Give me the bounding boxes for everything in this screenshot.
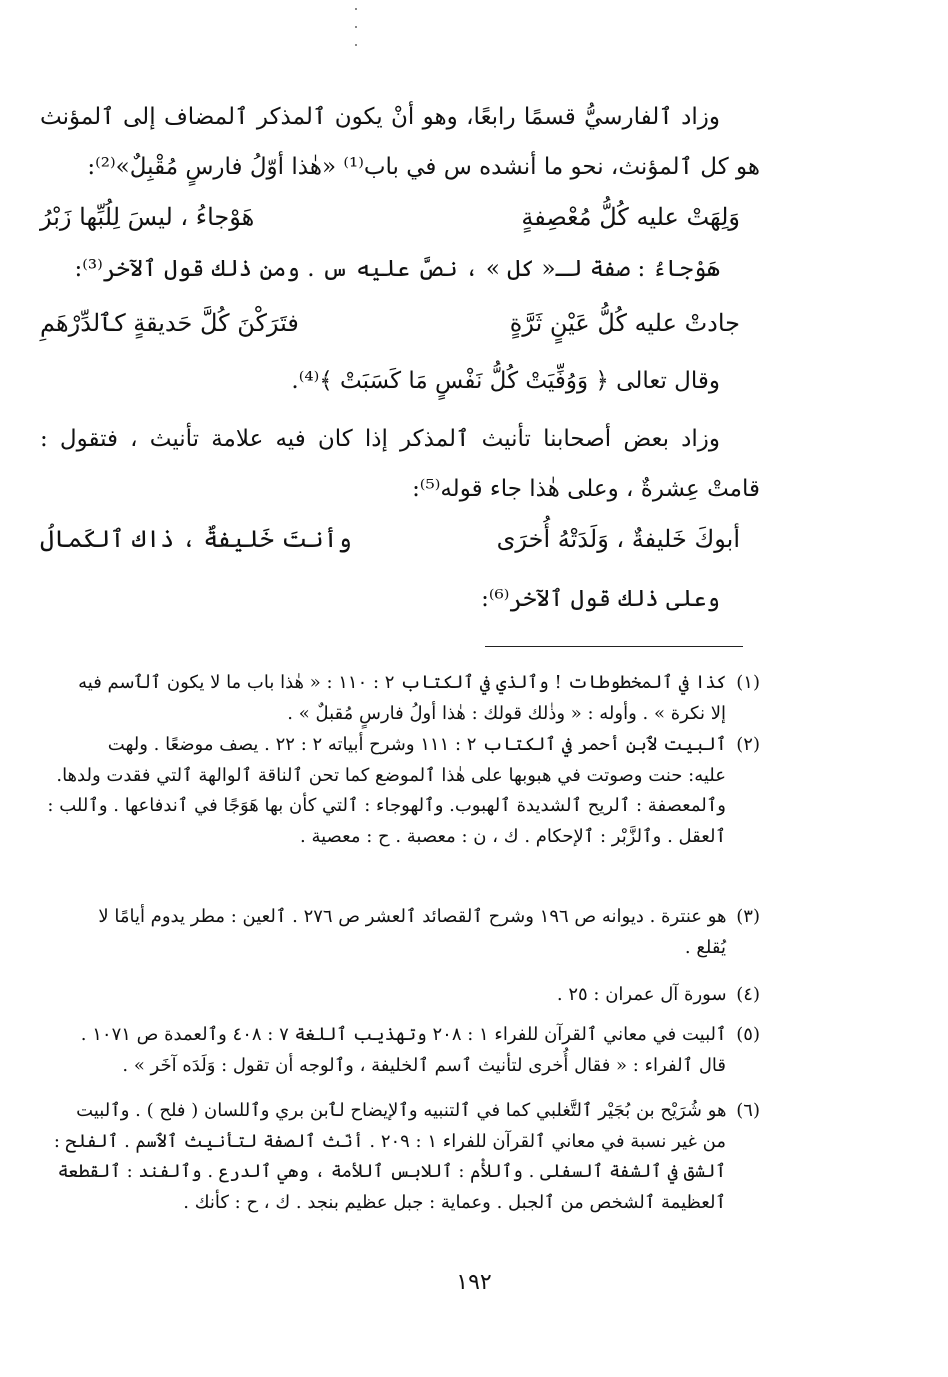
- footnote-line: ٱلشق في ٱلشفة ٱلسفلى . وٱللأْم : ٱللابس ٱللأمة ، وهي ٱلدرع . وٱلفند : ٱلقطعة: [57, 1161, 726, 1182]
- verse-3-hemistich-1: أبوكَ خَليفةٌ ، وَلَدَتْهُ أُخرَى: [496, 525, 740, 553]
- verse-1-hemistich-1: وَلِهَتْ عليه كُلُّ مُعْصِفةٍ: [521, 203, 740, 231]
- footnote-line: ٱلبيت في معاني ٱلقرآن للفراء ١ : ٢٠٨ وتهذيب ٱللغة ٧ : ٤٠٨ وٱلعمدة ص ١٠٧١ .: [80, 1024, 727, 1045]
- footnote-line: يُقلع .: [684, 936, 726, 958]
- footnote-number: (٥): [736, 1024, 760, 1045]
- footnote-2: [40, 730, 760, 852]
- footnote-line: قال ٱلفراء : « فقال أُخرى لتأنيث ٱسم ٱلخليفة ، وٱلوجه أن تقول : وَلَدَه آخَر » .: [122, 1054, 726, 1076]
- paragraph-4: وزاد بعض أصحابنا تأنيث ٱلمذكر إذا كان فيه علامة تأنيث ، فتقول : قامتْ عِشرةٌ ، وعلى هٰذا جاء قوله⁽⁵⁾:: [40, 426, 760, 502]
- paragraph-2: هَوْجاءُ : صفة لـ« كل » ، نصَّ عليه س . ومن ذٰلك قول ٱلآخر⁽³⁾:: [74, 256, 720, 282]
- paragraph-3: وقال تعالى ﴿ وَوُفِّيَتْ كُلُّ نَفْسٍ مَا كَسَبَتْ ﴾⁽⁴⁾.: [291, 368, 720, 394]
- footnote-4: [40, 980, 760, 1011]
- footnote-line: هو شُرَيْح بن بُجَيْر ٱلتَّغلبي كما في ٱلتنبيه وٱلإيضاح لٱبن بري وٱللسان ( فلح ) . وٱلبيت: [76, 1100, 727, 1121]
- paragraph-1: وزاد ٱلفارسيُّ قسمًا رابعًا، وهو أنْ يكون ٱلمذكر ٱلمضاف إلى ٱلمؤنث هو كل ٱلمؤنث، نحو ما أنشده س في باب⁽¹⁾ «هٰذا أوّلُ فارسٍ مُقْبِلٌ»⁽²⁾:: [40, 104, 760, 180]
- footnote-number: (٢): [736, 734, 760, 755]
- footnote-line: إلا نكرة » . وأوله : « وذٰلك قولك : هٰذا أولُ فارسٍ مُقبلٌ » .: [287, 702, 726, 724]
- footnote-line: من غير نسبة في معاني ٱلقرآن للفراء ١ : ٢٠٩ . أنّث ٱلصفة لتأنيث ٱلٱسم . ٱلفلح :: [53, 1130, 726, 1152]
- footnote-line: هو عنترة . ديوانه ص ١٩٦ وشرح ٱلقصائد ٱلعشر ص ٢٧٦ . ٱلعين : مطر يدوم أيامًا لا: [98, 906, 727, 927]
- footnote-line: ٱلعظيمة ٱلشخص من ٱلجبل . وعماية : جبل عظيم بنجد . ك ، ح : كأنك .: [183, 1191, 726, 1213]
- verse-3-hemistich-2: وأنتَ خَليفةٌ ، ذاك ٱلكَمالُ: [40, 525, 352, 553]
- scan-marks: [355, 0, 359, 60]
- footnote-3: [40, 902, 760, 963]
- footnote-number: (٣): [736, 906, 760, 927]
- footnote-line: ٱلبيت لٱبن أحمر في ٱلكتاب ٢ : ١١١ وشرح أبياته ٢ : ٢٢ . يصف موضعًا . ولهت: [107, 734, 727, 755]
- footnote-number: (٦): [736, 1100, 760, 1121]
- verse-3: [40, 514, 740, 564]
- verse-2: [40, 298, 740, 348]
- paragraph-5: وعلى ذٰلك قول ٱلآخر⁽⁶⁾:: [481, 586, 720, 612]
- footnote-number: (٤): [736, 984, 760, 1005]
- verse-1-hemistich-2: هَوْجاءُ ، ليسَ لِلُبِّها زَبْرُ: [40, 203, 255, 231]
- footnote-line: عليه: حنت وصوتت في هبوبها على هٰذا ٱلموضع كما تحن ٱلناقة ٱلوالهة ٱلتي فقدت ولدها.: [56, 764, 726, 786]
- footnote-line: سورة آل عمران : ٢٥ .: [556, 984, 727, 1005]
- footnote-line: وٱلمعصفة : ٱلريح ٱلشديدة ٱلهبوب. وٱلهوجاء : ٱلتي كأن بها هَوَجًا في ٱندفاعها . وٱللب :: [47, 795, 726, 816]
- footnote-line: كذا في ٱلمخطوطات ! وٱلذي في ٱلكتاب ٢ : ١١٠ : « هٰذا باب ما لا يكون ٱلٱسم فيه: [78, 672, 727, 693]
- footnote-1: [40, 668, 760, 729]
- footnote-5: [40, 1020, 760, 1081]
- footnote-separator: [485, 646, 743, 647]
- footnote-number: (١): [736, 672, 760, 693]
- verse-1: [40, 192, 740, 242]
- footnote-6: [40, 1096, 760, 1218]
- verse-2-hemistich-1: جادتْ عليه كُلُّ عَيْنٍ ثَرَّةٍ: [509, 309, 740, 337]
- verse-2-hemistich-2: فتَرَكْنَ كُلَّ حَديقةٍ كٱلدِّرْهَمِ: [40, 309, 299, 337]
- page-number: ١٩٢: [456, 1270, 492, 1295]
- footnote-line: ٱلعقل . وٱلزَّبْر : ٱلإحكام . ك ، ن : معصبة . ح : معصية .: [300, 825, 726, 847]
